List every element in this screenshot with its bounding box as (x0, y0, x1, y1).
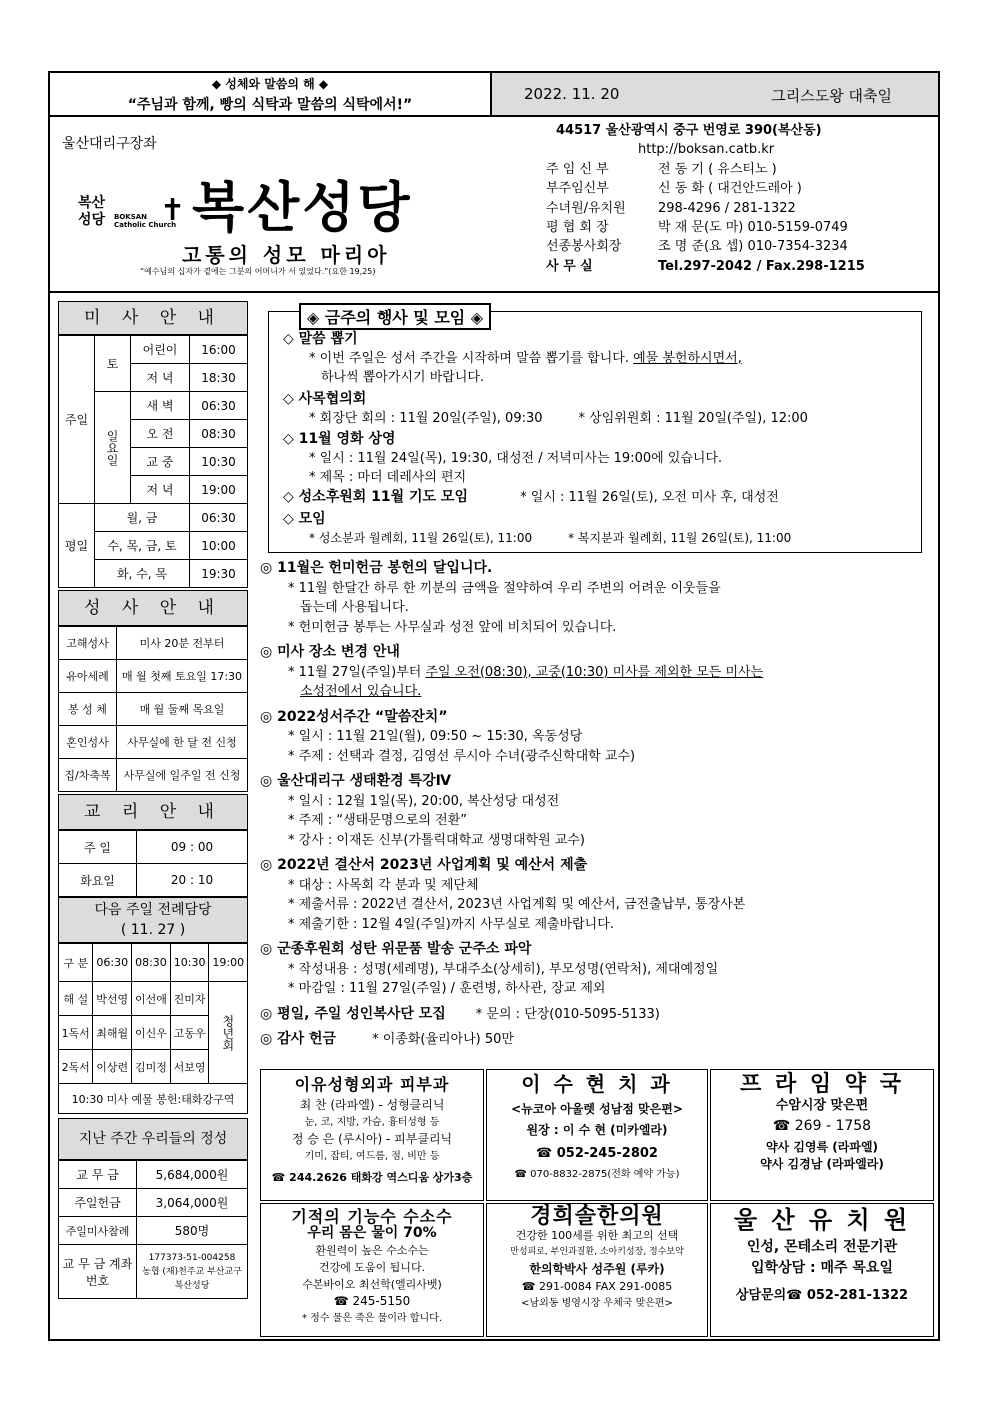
mass-table (58, 335, 248, 588)
ad-line: ☎ 070-8832-2875(전화 예약 가능) (514, 1169, 680, 1180)
saturday-label: 토 (95, 336, 131, 392)
cross-icon: ✝ (160, 193, 186, 228)
notice-line: * 대상 : 사목회 각 분과 및 제단체 (288, 877, 479, 893)
duty-footer: 10:30 미사 예물 봉헌:태화강구역 (59, 1084, 248, 1114)
advertisements (258, 1069, 938, 1341)
ad-kindergarten (710, 1203, 934, 1337)
parish-contact-info (546, 121, 936, 276)
mass-time: 18:30 (190, 364, 248, 392)
sacrament-value: 매 월 둘째 목요일 (117, 693, 248, 726)
event-text: * 성소분과 월례회, 11월 26일(토), 11:00 (309, 531, 533, 545)
event-heading: ◇ 성소후원회 11월 기도 모임 (283, 489, 468, 505)
ad-clinic (260, 1069, 484, 1201)
account-bank: 농협 (재)천주교 부산교구 (142, 1266, 242, 1277)
notice-line: * 강사 : 이재돈 신부(가톨릭대학교 생명대학원 교수) (288, 832, 585, 848)
sacrament-value: 사무실에 일주일 전 신청 (117, 759, 248, 792)
notice-heading: ◎ 2022년 결산서 2023년 사업계획 및 예산서 제출 (260, 857, 588, 873)
notice-line: * 일시 : 11월 21일(월), 09:50 ~ 15:30, 옥동성당 (288, 729, 583, 744)
contact-row (546, 257, 936, 276)
event-item (283, 488, 779, 507)
duty-person: 서보영 (170, 1050, 209, 1084)
duty-head: 구 분 (59, 944, 93, 982)
catechism-key: 주 일 (59, 831, 137, 864)
contact-value: 298-4296 / 281-1322 (658, 200, 796, 216)
offering-title: 지난 주간 우리들의 정성 (58, 1118, 248, 1160)
mass-time: 10:00 (190, 532, 248, 560)
mass-time: 06:30 (190, 504, 248, 532)
ad-line: ☎ 244.2626 태화강 역스디움 상가3층 (271, 1171, 473, 1184)
contact-value: 조 명 준(요 셉) 010-7354-3234 (658, 239, 848, 255)
notice-heading: ◎ 11월은 헌미헌금 봉헌의 달입니다. (260, 560, 493, 576)
mass-name: 저 녁 (131, 364, 190, 392)
notice-heading: ◎ 미사 장소 변경 안내 (260, 644, 400, 660)
event-text: * 복지분과 월례회, 11월 26일(토), 11:00 (568, 531, 792, 545)
event-line: 하나씩 뽑아가시기 바랍니다. (321, 370, 485, 385)
ad-line: 상담문의☎ 052-281-1322 (735, 1288, 909, 1303)
event-text: * 회장단 회의 : 11월 20일(주일), 09:30 (309, 411, 543, 426)
contact-key: 사 무 실 (546, 258, 593, 274)
event-line: * 일시 : 11월 24일(목), 19:30, 대성전 / 저녁미사는 19:00에 있습니다. (309, 451, 723, 466)
sunday-label: 주일 (59, 336, 95, 504)
offering-key: 교 무 금 (59, 1161, 137, 1189)
small-logo-line1: 복산 (78, 195, 106, 211)
patron-name: 고통의 성모 마리아 (182, 243, 391, 267)
small-logo-line2: 성당 (78, 212, 106, 228)
notice-heading: ◎ 군종후원회 성탄 위문품 발송 군주소 파악 (260, 941, 532, 957)
ad-title: 울 산 유 치 원 (733, 1206, 911, 1234)
duty-head: 06:30 (93, 944, 132, 982)
mass-name: 수, 목, 금, 토 (95, 532, 190, 560)
ad-line: 건강한 100세를 위한 최고의 선택 (515, 1229, 679, 1242)
feast-name: 그리스도왕 대축일 (771, 87, 892, 105)
scripture-quote: “예수님의 십자가 곁에는 그분의 어머니가 서 있었다.”(요한 19,25) (140, 267, 376, 276)
notice-heading: ◎ 울산대리구 생태환경 특강Ⅳ (260, 773, 451, 789)
event-item (283, 390, 808, 428)
diocese-label: 울산대리구장좌 (62, 136, 157, 152)
sacrament-key: 봉 성 체 (59, 693, 117, 726)
catechism-value: 20 : 10 (137, 864, 248, 897)
ad-line: ☎ 245-5150 (333, 1294, 411, 1308)
notice-line: * 작성내용 : 성명(세례명), 부대주소(상세히), 부모성명(연락처), 제대예정일 (288, 961, 719, 977)
sacrament-key: 혼인성사 (59, 726, 117, 759)
mass-time: 19:30 (190, 560, 248, 588)
duty-person: 이선애 (132, 982, 171, 1016)
notice-line: * 제출서류 : 2022년 결산서, 2023년 사업계획 및 예산서, 금전출납부, 통장사본 (288, 897, 746, 912)
duty-table (58, 943, 248, 1114)
sacrament-value: 미사 20분 전부터 (117, 627, 248, 660)
offering-value: 3,064,000원 (137, 1189, 248, 1217)
small-logo-text (78, 195, 105, 229)
notice-line: * 일시 : 12월 1일(목), 20:00, 복산성당 대성전 (288, 793, 560, 809)
masthead (50, 117, 938, 293)
sacrament-value: 사무실에 한 달 전 신청 (117, 726, 248, 759)
ad-line: <뉴코아 아울렛 성남점 맞은편> (511, 1102, 683, 1116)
contact-key: 수녀원/유치원 (546, 200, 626, 216)
ad-title: 이 수 현 치 과 (521, 1072, 673, 1096)
notice-text: * 문의 : 단장(010-5095-5133) (475, 1006, 660, 1022)
notice-line: * 마감일 : 11월 27일(주일) / 훈련병, 하사관, 장교 제외 (288, 981, 606, 996)
ad-title: 프 라 임 약 국 (740, 1072, 904, 1097)
ad-line: 인성, 몬테소리 전문기관 (746, 1239, 898, 1255)
account-name: 복산성당 (174, 1280, 210, 1291)
event-heading: ◇ 말씀 뽑기 (283, 331, 358, 347)
parish-address: 44517 울산광역시 중구 번영로 390(복산동) (556, 123, 822, 138)
contact-value: 신 동 화 ( 대건안드레아 ) (658, 181, 802, 197)
catechism-key: 화요일 (59, 864, 137, 897)
mass-name: 새 벽 (131, 392, 190, 420)
mass-name: 어린이 (131, 336, 190, 364)
bulletin-date: 2022. 11. 20 (524, 85, 620, 103)
offering-table (58, 1160, 248, 1299)
duty-person: 김미정 (132, 1050, 171, 1084)
contact-value: 전 동 기 ( 유스티노 ) (658, 161, 777, 177)
events-box (268, 308, 922, 553)
account-label: 교 무 금 계좌번호 (59, 1245, 137, 1299)
event-item (283, 330, 742, 387)
theme-line: ◆ 성체와 말씀의 해 ◆ (211, 77, 329, 91)
notice-line: * 제출기한 : 12월 4일(주일)까지 사무실로 제출바랍니다. (288, 916, 614, 932)
duty-person: 이상련 (93, 1050, 132, 1084)
sacrament-table (58, 626, 248, 792)
event-text: * 이번 주일은 성서 주간을 시작하며 말씀 뽑기를 합니다. (309, 351, 634, 366)
offering-value: 5,684,000원 (137, 1161, 248, 1189)
notice-item (260, 1030, 936, 1050)
ad-line: 한의학박사 성주원 (루카) (529, 1262, 665, 1276)
event-item (283, 510, 791, 548)
event-item (283, 430, 722, 487)
event-line: * 제목 : 마더 데레사의 편지 (309, 470, 467, 485)
notice-underline: 주일 오전(08:30), 교중(10:30) 미사를 제외한 모든 미사는 (425, 664, 764, 680)
mass-time: 06:30 (190, 392, 248, 420)
weekday-label: 평일 (59, 504, 95, 588)
event-text: * 상임위원회 : 11월 20일(주일), 12:00 (578, 411, 808, 426)
event-line (283, 349, 742, 368)
ad-line: 수본바이오 최선학(엘리사벳) (302, 1278, 442, 1291)
mass-name: 월, 금 (95, 504, 190, 532)
duty-person: 박선영 (93, 982, 132, 1016)
notice-line: * 주제 : “생태문명으로의 전환” (288, 813, 468, 828)
contact-row (546, 199, 936, 218)
ad-dental (486, 1069, 708, 1201)
sacrament-value: 매 월 첫째 토요일 17:30 (117, 660, 248, 693)
sacrament-title: 성 사 안 내 (58, 590, 248, 626)
notice-text: * 11월 27일(주일)부터 (288, 664, 426, 680)
notice-line: * 주제 : 선택과 결정, 김영선 루시아 수녀(광주신학대학 교수) (288, 748, 636, 764)
contact-key: 평 협 회 장 (546, 220, 609, 236)
ad-line: 환원력이 높은 수소수는 (315, 1244, 429, 1257)
duty-title-text: 다음 주일 전례담당 (94, 902, 212, 918)
event-underline: 예물 봉헌하시면서, (633, 351, 742, 366)
duty-role: 2독서 (59, 1050, 93, 1084)
contact-row (546, 160, 936, 179)
duty-person: 이신우 (132, 1016, 171, 1050)
event-line (283, 409, 808, 428)
ad-line: 입학상담 : 매주 목요일 (751, 1260, 893, 1276)
mass-time: 16:00 (190, 336, 248, 364)
contact-key: 주 임 신 부 (546, 161, 609, 177)
english-logo-line1: BOKSAN (114, 213, 148, 221)
parish-url[interactable]: http://boksan.catb.kr (638, 142, 775, 158)
event-heading: ◇ 11월 영화 상영 (283, 431, 396, 447)
ad-line: * 정수 물은 죽은 물이라 합니다. (302, 1313, 442, 1324)
ad-line: 약사 김영륵 (라파엘) (765, 1140, 879, 1154)
mass-title: 미 사 안 내 (58, 301, 248, 335)
duty-role: 해 설 (59, 982, 93, 1016)
ad-title: 이유성형외과 피부과 (294, 1075, 450, 1094)
ad-line: <남외동 병영시장 우체국 맞은편> (521, 1298, 673, 1309)
ad-line: 정 승 은 (루시아) - 피부클리닉 (291, 1132, 453, 1146)
catechism-value: 09 : 00 (137, 831, 248, 864)
mass-time: 08:30 (190, 420, 248, 448)
ad-line: 수암시장 맞은편 (775, 1098, 869, 1113)
bulletin-frame (48, 71, 940, 1341)
duty-role: 1독서 (59, 1016, 93, 1050)
notice-heading: ◎ 2022성서주간 “말씀잔치” (260, 708, 448, 725)
notice-heading: ◎ 감사 헌금 (260, 1031, 337, 1047)
event-heading: ◇ 사목협의회 (283, 391, 367, 407)
ad-line: ☎ 269 - 1758 (772, 1118, 872, 1134)
ad-line: 만성피로, 부인과질환, 소아키성장, 정수보약 (510, 1247, 684, 1257)
sacrament-key: 유아세례 (59, 660, 117, 693)
youth-label: 청년회 (209, 982, 248, 1084)
ad-line: 최 찬 (라파엘) - 성형클리닉 (299, 1098, 445, 1112)
mass-time: 19:00 (190, 476, 248, 504)
account-info (137, 1245, 248, 1299)
ad-title: 경희솔한의원 (530, 1204, 664, 1229)
theme-header (50, 73, 492, 117)
duty-head: 19:00 (209, 944, 248, 982)
ad-line: ☎ 291-0084 FAX 291-0085 (521, 1280, 673, 1293)
sidebar (58, 301, 248, 1299)
contact-row (546, 179, 936, 198)
catechism-table (58, 830, 248, 897)
mass-name: 오 전 (131, 420, 190, 448)
contact-key: 부주임신부 (546, 181, 609, 197)
notice-item (260, 1005, 936, 1025)
duty-head: 08:30 (132, 944, 171, 982)
notices (260, 559, 936, 1050)
notice-line: 돕는데 사용됩니다. (300, 600, 409, 615)
event-line (283, 529, 791, 548)
notice-line: 소성전에서 있습니다. (300, 684, 422, 699)
duty-title (58, 897, 248, 943)
mass-name: 교 중 (131, 448, 190, 476)
ad-line: ☎ 052-245-2802 (536, 1146, 658, 1161)
date-header (492, 73, 938, 117)
contact-value: 박 재 문(도 마) 010-5159-0749 (658, 220, 848, 236)
theme-motto: “주님과 함께, 빵의 식탁과 말씀의 식탁에서!” (127, 97, 413, 113)
events-title: ◈ 금주의 행사 및 모임 ◈ (299, 303, 491, 330)
mass-time: 10:30 (190, 448, 248, 476)
ad-line: 원장 : 이 수 현 (미카엘라) (526, 1123, 668, 1137)
duty-person: 진미자 (170, 982, 209, 1016)
offering-key: 주일미사참례 (59, 1217, 137, 1245)
ad-line: 기미, 잡티, 여드름, 점, 비만 등 (304, 1151, 440, 1162)
duty-person: 최해월 (93, 1016, 132, 1050)
event-text: * 일시 : 11월 26일(토), 오전 미사 후, 대성전 (520, 490, 779, 505)
english-logo-line2: Catholic Church (114, 221, 177, 229)
notice-line (260, 663, 936, 683)
parish-name: 복산성당 (192, 176, 413, 239)
notice-heading: ◎ 평일, 주일 성인복사단 모집 (260, 1005, 446, 1022)
sacrament-key: 집/차축복 (59, 759, 117, 792)
ad-pharmacy (710, 1069, 934, 1201)
notice-line: * 11월 한달간 하루 한 끼분의 금액을 절약하여 우리 주변의 어려운 이웃들을 (288, 580, 721, 596)
ad-line: 건강에 도움이 됩니다. (318, 1261, 426, 1274)
ad-title: 기적의 기능수 수소수 (291, 1207, 453, 1226)
ad-water (260, 1203, 484, 1337)
contact-row (546, 218, 936, 237)
mass-name: 화, 수, 목 (95, 560, 190, 588)
catechism-title: 교 리 안 내 (58, 794, 248, 830)
sacrament-key: 고해성사 (59, 627, 117, 660)
event-heading: ◇ 모임 (283, 511, 326, 527)
ad-line: 눈, 코, 지방, 가슴, 흉터성형 등 (304, 1117, 440, 1128)
ad-line: 약사 김경남 (라파엘라) (760, 1157, 884, 1171)
offering-key: 주일헌금 (59, 1189, 137, 1217)
ad-line: 우리 몸은 물이 70% (307, 1225, 437, 1241)
ad-oriental-clinic (486, 1203, 708, 1337)
sunday-day-label: 일요일 (95, 392, 131, 504)
contact-row (546, 237, 936, 256)
notice-text: * 이종화(율리아나) 50만 (372, 1032, 514, 1047)
duty-person: 고동우 (170, 1016, 209, 1050)
contact-key: 선종봉사회장 (546, 239, 622, 255)
mass-name: 저 녁 (131, 476, 190, 504)
duty-head: 10:30 (170, 944, 209, 982)
contact-value: Tel.297-2042 / Fax.298-1215 (658, 258, 865, 274)
account-number: 177373-51-004258 (148, 1252, 236, 1263)
duty-date: ( 11. 27 ) (120, 922, 186, 938)
offering-value: 580명 (137, 1217, 248, 1245)
notice-line: * 헌미헌금 봉투는 사무실과 성전 앞에 비치되어 있습니다. (288, 619, 617, 635)
